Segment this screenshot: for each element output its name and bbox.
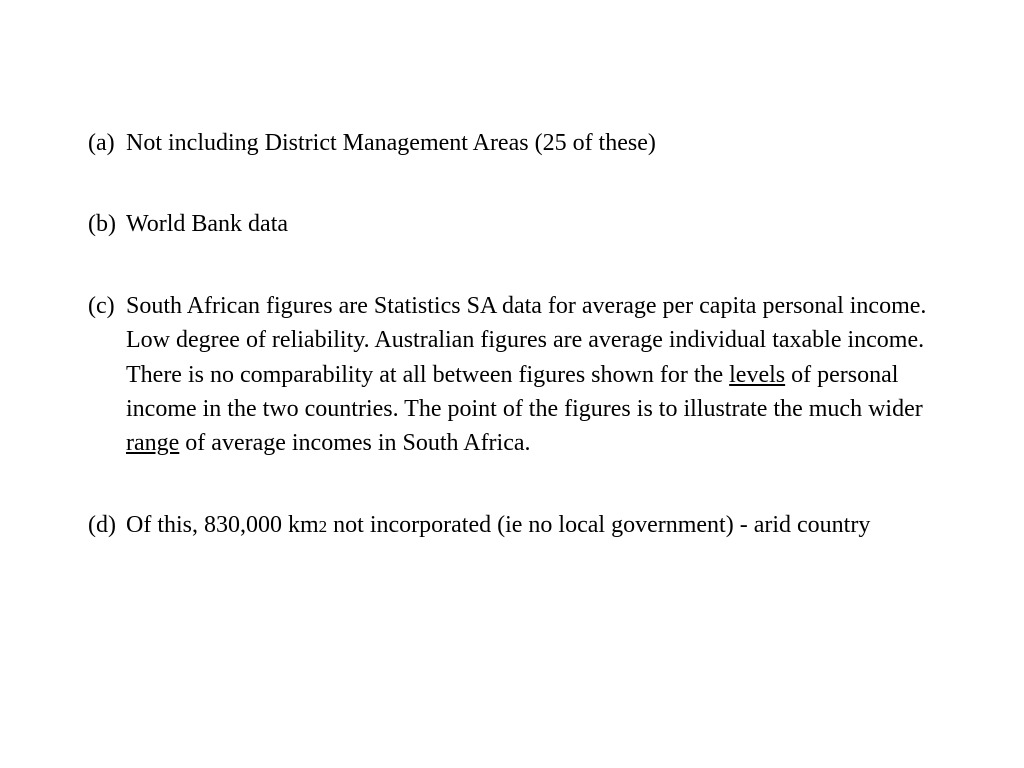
footnote-marker: (d) (88, 511, 116, 538)
footnote-text-part: of average incomes in South Africa. (179, 430, 531, 457)
footnote-a (88, 126, 948, 160)
underlined-term-levels: levels (729, 361, 786, 388)
footnote-text: World Bank data (126, 211, 289, 238)
footnote-text-part: not incorporated (ie no local government) - arid country (327, 511, 871, 538)
footnote-text-part: Of this, 830,000 km (126, 511, 319, 538)
underlined-term-range: range (126, 430, 180, 457)
footnote-text-part: South African figures are Statistics SA data for average per capita personal income. Low degree of reliability. Australian figures are average individual taxable income. There is no comparability at all between figures shown for the (126, 292, 927, 388)
footnote-text: Not including District Management Areas (25 of these) (126, 130, 656, 156)
footnote-marker: (b) (88, 211, 116, 238)
footnote-c (88, 289, 948, 461)
square-unit-exponent: 2 (318, 516, 328, 536)
footnote-b (88, 207, 948, 241)
footnote-text-part: of personal income in the two countries. The point of the figures is to illustrate the much wider (126, 361, 923, 423)
footnote-marker: (a) (88, 130, 115, 156)
footnote-d (88, 508, 948, 544)
footnote-list (88, 126, 948, 544)
footnote-marker: (c) (88, 292, 115, 319)
